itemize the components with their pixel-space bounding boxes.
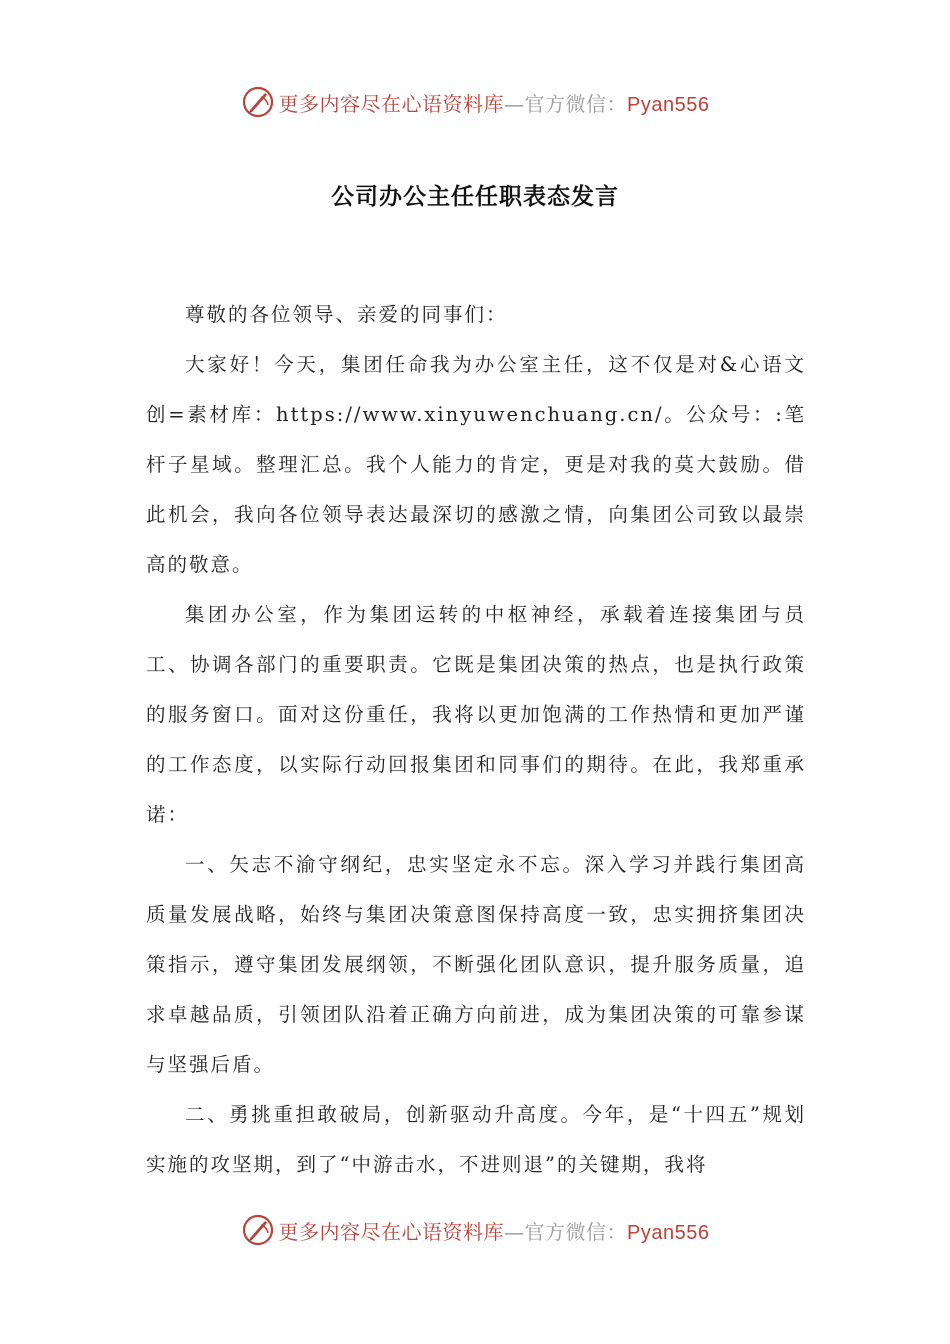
banner-text <box>279 1216 710 1245</box>
quill-logo-icon <box>241 85 275 119</box>
banner-text <box>279 88 710 117</box>
footer-watermark-banner <box>0 1210 950 1250</box>
banner-dash: — <box>504 91 525 116</box>
document-title: 公司办公主任任职表态发言 <box>331 184 619 210</box>
quill-logo-icon <box>241 1213 275 1247</box>
paragraph-1: 大家好！今天，集团任命我为办公室主任，这不仅是对&心语文创=素材库：https://www.xinyuwenchuang.cn/。公众号：:笔杆子星域。整理汇总。我个人能力的肯定，更是对我的莫大鼓励。借此机会，我向各位领导表达最深切的感激之情，向集团公司致以最崇高的敬意。 <box>146 353 806 576</box>
banner-wechat-id: Pyan556 <box>627 93 710 116</box>
document-body <box>146 290 806 1190</box>
paragraph-4: 二、勇挑重担敢破局，创新驱动升高度。今年，是“十四五”规划实施的攻坚期，到了“中游击水，不进则退”的关键期，我将 <box>146 1103 806 1176</box>
banner-dash: — <box>504 1219 525 1244</box>
paragraph-2: 集团办公室，作为集团运转的中枢神经，承载着连接集团与员工、协调各部门的重要职责。它既是集团决策的热点，也是执行政策的服务窗口。面对这份重任，我将以更加饱满的工作热情和更加严谨的工作态度，以实际行动回报集团和同事们的期待。在此，我郑重承诺： <box>146 603 806 826</box>
banner-main-text: 更多内容尽在心语资料库 <box>278 1219 505 1244</box>
paragraph-3: 一、矢志不渝守纲纪，忠实坚定永不忘。深入学习并践行集团高质量发展战略，始终与集团决策意图保持高度一致，忠实拥挤集团决策指示，遵守集团发展纲领，不断强化团队意识，提升服务质量，追求卓越品质，引领团队沿着正确方向前进，成为集团决策的可靠参谋与坚强后盾。 <box>146 853 806 1076</box>
banner-main-text: 更多内容尽在心语资料库 <box>278 91 505 116</box>
banner-wechat-id: Pyan556 <box>627 1221 710 1244</box>
banner-wechat-label: 官方微信： <box>524 1219 628 1244</box>
banner-wechat-label: 官方微信： <box>524 91 628 116</box>
paragraph-salutation: 尊敬的各位领导、亲爱的同事们： <box>185 303 508 326</box>
header-watermark-banner <box>0 82 950 122</box>
